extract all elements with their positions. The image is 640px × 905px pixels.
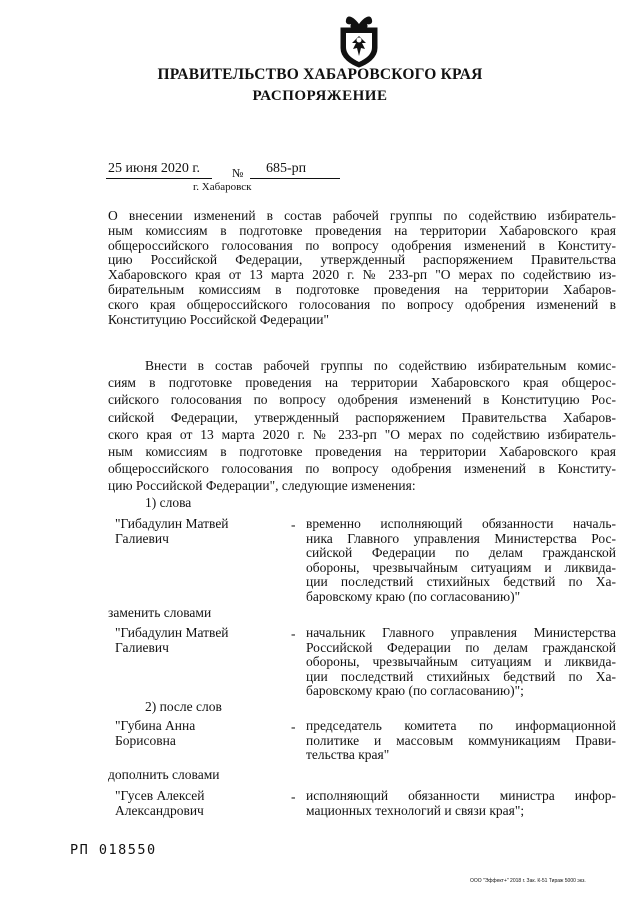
coat-of-arms-icon <box>333 6 385 68</box>
city-name: г. Хабаровск <box>193 181 252 193</box>
position-line: ции последствий стихийных бедствий по Ха- <box>306 574 616 589</box>
member-position <box>306 626 616 699</box>
position-line: обороны, чрезвычайным ситуациям и ликвида- <box>306 654 616 669</box>
document-title <box>108 209 616 327</box>
body-line: ным комиссиям в подготовке проведения на территории Хабаровского края <box>108 444 616 460</box>
body-line: ского края от 13 марта 2020 г. № 233-рп "О мерах по содействию избиратель- <box>108 426 616 442</box>
title-line: Хабаровского края от 13 марта 2020 г. № 233-рп "О мерах по содействию из- <box>108 267 616 283</box>
body-line: общероссийского голосования по вопросу одобрения изменений в Конститу- <box>108 461 616 477</box>
position-line: обороны, чрезвычайным ситуациям и ликвида- <box>306 559 616 575</box>
position-line: временно исполняющий обязанности началь- <box>306 516 616 531</box>
position-line: баровскому краю (по согласованию)"; <box>306 683 524 698</box>
member-name <box>115 789 205 818</box>
position-line: сийской Федерации по делам гражданской <box>306 545 616 560</box>
title-line: цию Российской Федерации, утвержденный распоряжением Правительства <box>108 252 616 268</box>
dash: - <box>291 789 296 804</box>
title-line: ным комиссиям в подготовке проведения на территории Хабаровского края <box>108 222 616 238</box>
dash: - <box>291 626 296 641</box>
date-underline <box>106 178 212 179</box>
position-line: председатель комитета по информационной <box>306 718 616 733</box>
position-line: мационных технологий и связи края"; <box>306 802 525 818</box>
member-name-line: Галиевич <box>115 530 169 546</box>
position-line: начальник Главного управления Министерства <box>306 625 616 640</box>
replace-label: заменить словами <box>108 605 212 620</box>
body-line: сийского голосования по вопросу одобрения изменений в Конституцию Рос- <box>108 392 616 408</box>
member-position <box>306 789 616 818</box>
position-line: ника Главного управления Министерства Рос- <box>306 530 616 546</box>
body-line: сиям в подготовке проведения на территории Хабаровского края общерос- <box>108 375 616 391</box>
item-1-label: 1) слова <box>145 495 192 510</box>
body-line: цию Российской Федерации", следующие изменения: <box>108 478 416 494</box>
position-line: Российской Федерации по делам гражданской <box>306 639 616 655</box>
dash: - <box>291 517 296 532</box>
dash: - <box>291 719 296 734</box>
title-line: общероссийского голосования по вопросу одобрения изменений в Конститу- <box>108 237 616 253</box>
member-position <box>306 517 616 604</box>
position-line: баровскому краю (по согласованию)" <box>306 588 521 604</box>
member-name-line: "Гусев Алексей <box>115 788 205 803</box>
printer-info: ООО "Эффект+" 2018 г. Зак. К-51 Тираж 5000 экз. <box>470 878 586 884</box>
body-paragraph <box>108 357 616 495</box>
government-name: ПРАВИТЕЛЬСТВО ХАБАРОВСКОГО КРАЯ <box>157 66 483 83</box>
item-2-label: 2) после слов <box>145 699 222 714</box>
title-line: бирательным комиссиям в подготовке проведения на территории Хабаров- <box>108 281 616 297</box>
member-name-line: "Гибадулин Матвей <box>115 516 229 531</box>
title-line: О внесении изменений в состав рабочей группы по содействию избиратель- <box>108 208 616 223</box>
number-underline <box>250 178 340 179</box>
title-line: ского края общероссийского голосования по вопросу одобрения изменений в <box>108 296 616 312</box>
member-name-line: Борисовна <box>115 732 176 748</box>
member-name-line: "Гибадулин Матвей <box>115 625 229 640</box>
member-name-line: Галиевич <box>115 639 169 655</box>
document-type: РАСПОРЯЖЕНИЕ <box>252 88 388 104</box>
member-name <box>115 626 229 655</box>
document-date: 25 июня 2020 г. <box>108 161 201 176</box>
serial-number: РП 018550 <box>70 842 157 858</box>
member-name <box>115 719 195 748</box>
body-line: сийской Федерации, утвержденный распоряжением Правительства Хабаров- <box>108 409 616 425</box>
member-name-line: "Губина Анна <box>115 718 196 733</box>
position-line: политике и массовым коммуникациям Прави- <box>306 732 616 748</box>
position-line: тельства края" <box>306 747 390 762</box>
body-line: Внести в состав рабочей группы по содействию избирательным комис- <box>145 358 616 373</box>
add-label: дополнить словами <box>108 767 220 782</box>
document-number: 685-рп <box>266 161 307 176</box>
title-line: Конституцию Российской Федерации" <box>108 311 329 327</box>
member-name-line: Александрович <box>115 802 204 818</box>
member-position <box>306 719 616 763</box>
position-line: ции последствий стихийных бедствий по Ха- <box>306 668 616 684</box>
position-line: исполняющий обязанности министра инфор- <box>306 788 616 803</box>
member-name <box>115 517 229 546</box>
number-sign: № <box>232 166 244 180</box>
